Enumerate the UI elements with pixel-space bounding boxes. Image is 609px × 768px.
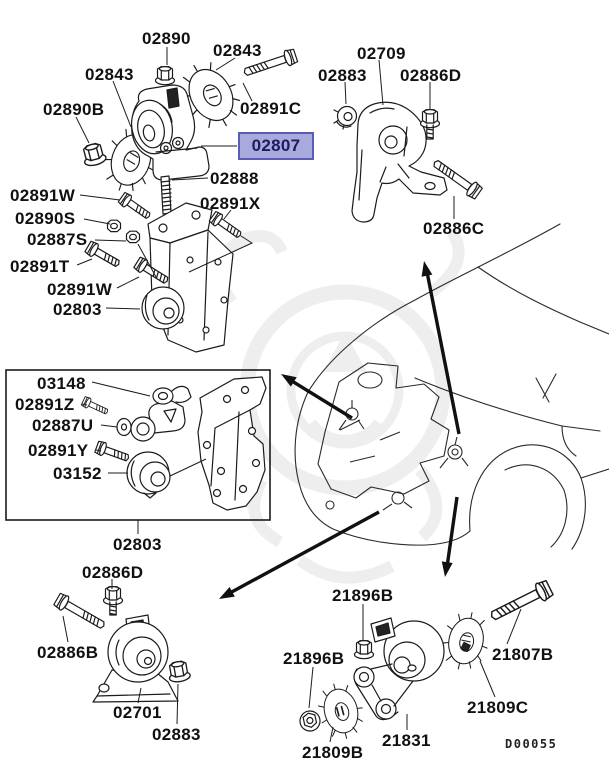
part-label-21831[interactable]: 21831 (382, 731, 431, 750)
part-label-02890b[interactable]: 02890B (43, 100, 105, 119)
bushing-03152-drawing (127, 452, 170, 498)
part-label-02843-right[interactable]: 02843 (213, 41, 262, 60)
part-label-02891t[interactable]: 02891T (10, 257, 70, 276)
part-label-02701[interactable]: 02701 (113, 703, 162, 722)
part-label-02803-top[interactable]: 02803 (53, 300, 102, 319)
part-label-02890s[interactable]: 02890S (15, 209, 76, 228)
bolt-02891t-icon (84, 240, 122, 270)
part-label-02887u[interactable]: 02887U (32, 416, 94, 435)
part-label-02886b[interactable]: 02886B (37, 643, 99, 662)
part-label-02887s[interactable]: 02887S (27, 230, 88, 249)
bolt-21807b-icon (487, 579, 554, 625)
part-label-21809b[interactable]: 21809B (302, 743, 364, 762)
nut-21896b-left-icon (298, 709, 322, 733)
roll-stopper-03148-drawing (131, 386, 191, 441)
transmission-mount-21831-drawing (354, 618, 444, 720)
nut-02887s-icon (127, 231, 140, 242)
part-label-02807-highlighted[interactable]: 02807 (238, 132, 314, 160)
nut-21896b-top-icon (355, 641, 374, 659)
nut-02890-icon (156, 67, 175, 85)
bolt-02886d-bottom-icon (104, 587, 123, 615)
diagram-code: D00055 (505, 737, 558, 751)
part-label-02888[interactable]: 02888 (210, 169, 259, 188)
serrated-plate-21809c-drawing (438, 608, 493, 674)
bolt-02891y-icon (94, 440, 130, 464)
front-mount-02701-drawing (93, 615, 178, 702)
part-label-02886d-top[interactable]: 02886D (400, 66, 462, 85)
part-label-03152[interactable]: 03152 (53, 464, 102, 483)
part-label-02883-top[interactable]: 02883 (318, 66, 367, 85)
part-label-03148[interactable]: 03148 (37, 374, 86, 393)
part-label-02843-left[interactable]: 02843 (85, 65, 134, 84)
bolt-02891z-icon (81, 396, 110, 417)
part-label-02883-bottom[interactable]: 02883 (152, 725, 201, 744)
part-label-21896b-left[interactable]: 21896B (283, 649, 345, 668)
part-label-02891c[interactable]: 02891C (240, 99, 302, 118)
part-label-21807b[interactable]: 21807B (492, 645, 554, 664)
serrated-plate-21809b-drawing (313, 679, 369, 744)
part-label-02891y[interactable]: 02891Y (28, 441, 89, 460)
part-label-02886c[interactable]: 02886C (423, 219, 485, 238)
part-label-02891x[interactable]: 02891X (200, 194, 261, 213)
nut-02883-bottom-icon (167, 660, 191, 683)
part-label-02890[interactable]: 02890 (142, 29, 191, 48)
part-label-21809c[interactable]: 21809C (467, 698, 529, 717)
washer-02887u-icon (117, 419, 131, 436)
part-label-02709[interactable]: 02709 (357, 44, 406, 63)
part-label-02803-box[interactable]: 02803 (113, 535, 162, 554)
part-label-02891z[interactable]: 02891Z (15, 395, 75, 414)
mount-location-left-icon (339, 400, 364, 430)
bracket-in-box-drawing (198, 377, 266, 510)
bolt-02886b-icon (53, 592, 108, 633)
part-label-02891w-1[interactable]: 02891W (10, 186, 76, 205)
part-label-21896b-top[interactable]: 21896B (332, 586, 394, 605)
part-label-02891w-2[interactable]: 02891W (47, 280, 113, 299)
nut-02883-top-icon (334, 107, 357, 130)
part-label-02886d-bottom[interactable]: 02886D (82, 563, 144, 582)
bolt-02891w-1-icon (118, 192, 153, 223)
nut-02890s-icon (108, 220, 121, 231)
stud-02888-icon (161, 176, 171, 214)
nut-02890b-icon (81, 142, 107, 168)
